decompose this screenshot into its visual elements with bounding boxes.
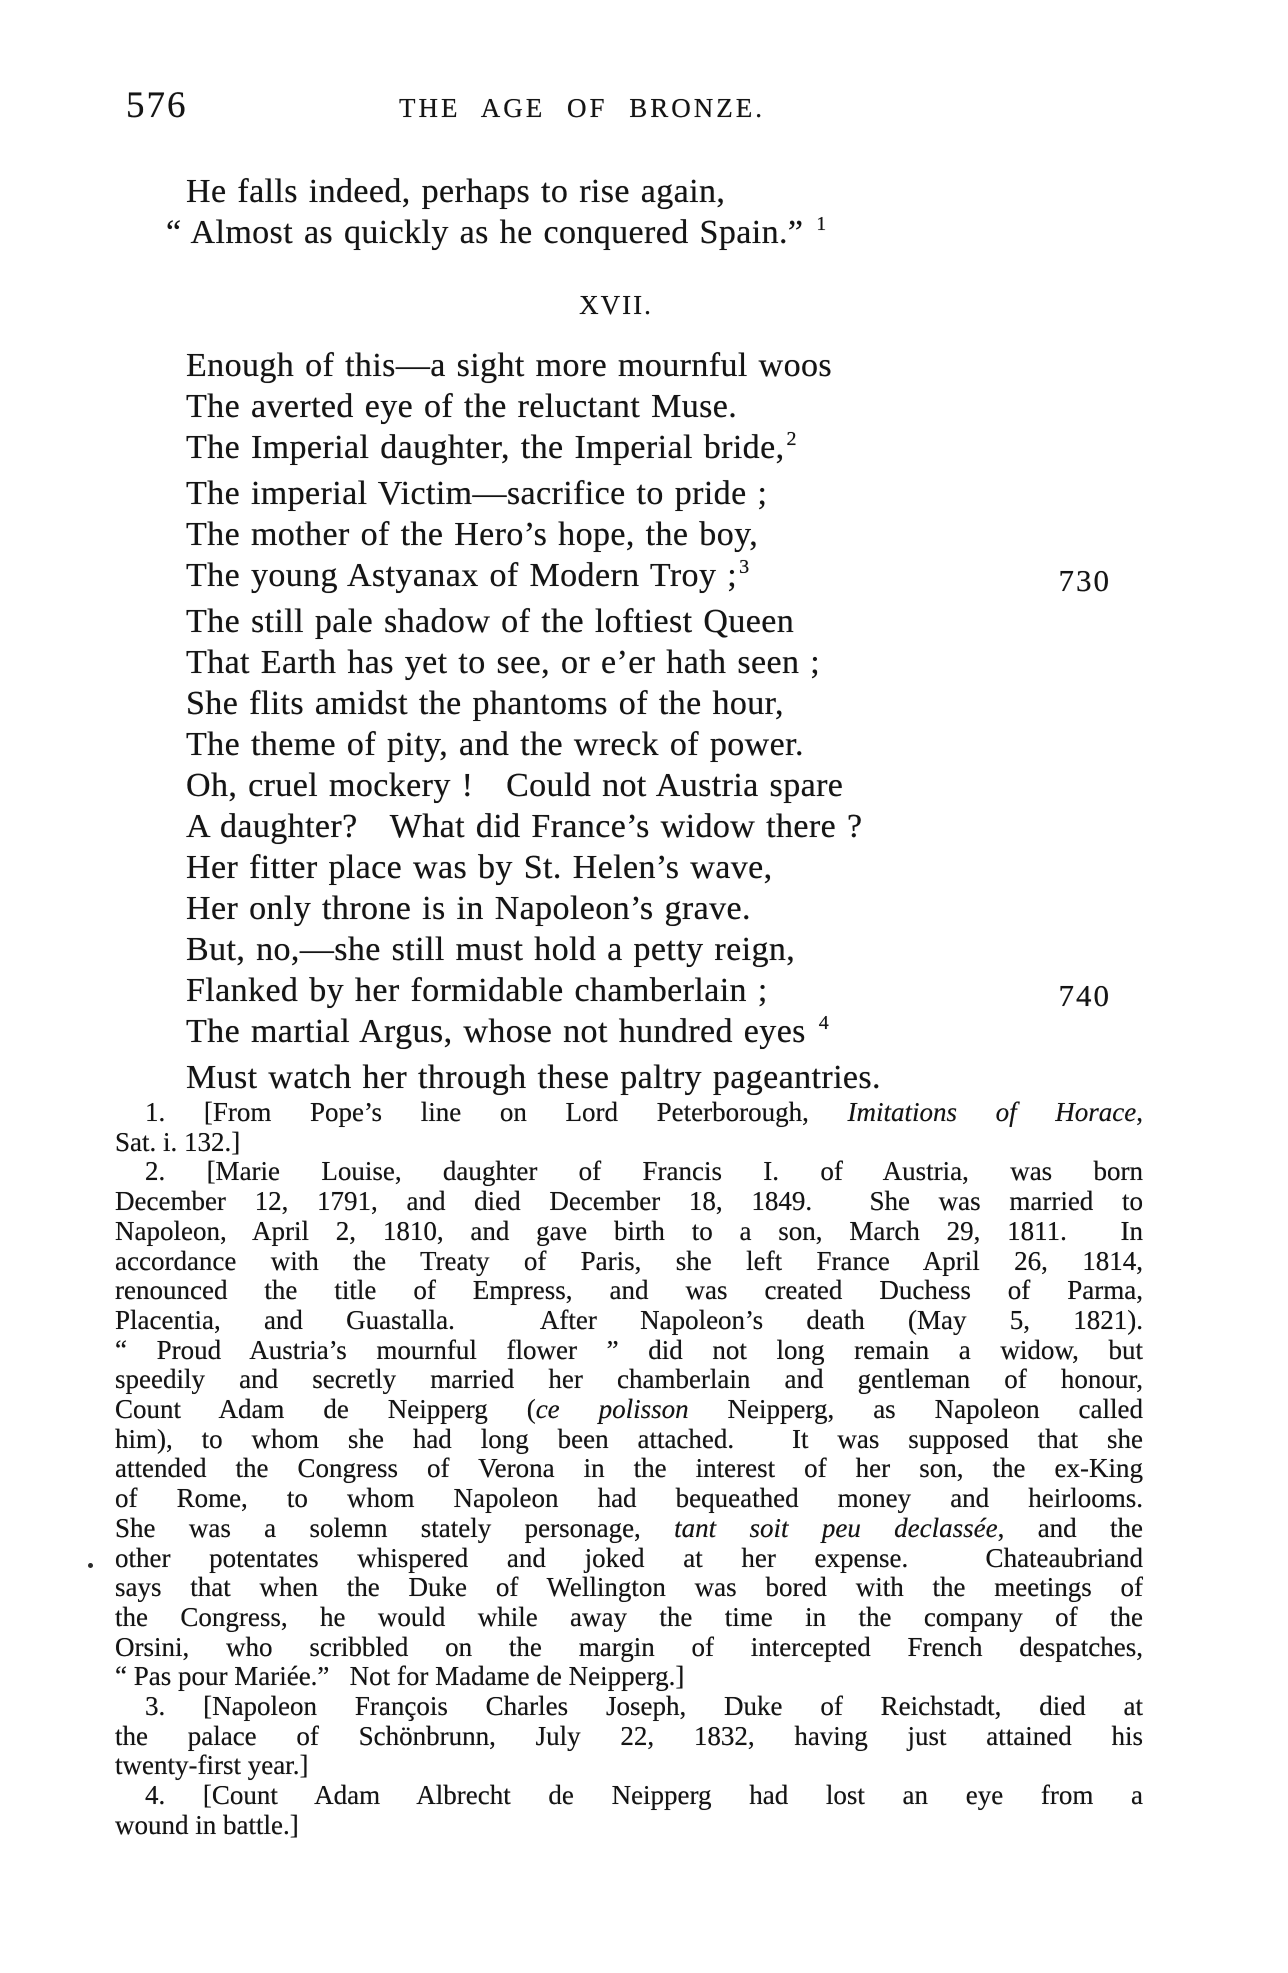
verse-line-number: 730 (1058, 563, 1111, 598)
footnote-line (115, 1395, 1143, 1425)
poem-line-text: Enough of this—a sight more mournful woos (186, 347, 833, 384)
footnote-text: , and the (997, 1512, 1143, 1543)
footnote-line (115, 1544, 1143, 1574)
footnote-line (115, 1247, 1143, 1277)
footnote-line (115, 1662, 1143, 1692)
poem-line (186, 345, 1111, 386)
poem-line (186, 171, 1111, 212)
footnote-line (115, 1365, 1143, 1395)
running-title: THE AGE OF BRONZE. (399, 93, 765, 123)
poem-line (186, 724, 1111, 765)
footnote-text: She was a solemn stately personage, (115, 1512, 675, 1543)
footnote-line (115, 1603, 1143, 1633)
footnote-line (115, 1306, 1143, 1336)
footnote-text: “ Pas pour Mariée.” Not for Madame de Neipperg.] (115, 1661, 685, 1692)
footnote-text: speedily and secretly married her chamberlain and gentleman of honour, (115, 1364, 1143, 1395)
poem-line-text: “ Almost as quickly as he conquered Spain.” (166, 214, 815, 251)
poem-line (186, 970, 1111, 1011)
footnote-line (115, 1157, 1143, 1187)
verse-line-number: 740 (1058, 978, 1111, 1013)
poem-line (186, 1011, 1111, 1057)
poem-stanza (186, 345, 1111, 1098)
poem-line (186, 601, 1111, 642)
footnote-text: twenty-first year.] (115, 1750, 309, 1781)
footnote-text: 2. [Marie Louise, daughter of Francis I. of Austria, was born (145, 1156, 1143, 1187)
poem-couplet (166, 171, 1111, 258)
poem-line-text: That Earth has yet to see, or e’er hath seen ; (186, 644, 821, 681)
footnote-text: Count Adam de Neipperg ( (115, 1394, 536, 1425)
footnote-text: the Congress, he would while away the time in the company of the (115, 1601, 1143, 1632)
poem-line-text: The theme of pity, and the wreck of power. (186, 726, 804, 763)
poem-line (186, 765, 1111, 806)
footnote-text: wound in battle.] (115, 1809, 299, 1840)
poem-line (186, 555, 1111, 601)
poem-line-text: Her only throne is in Napoleon’s grave. (186, 890, 751, 927)
footnote-text: the palace of Schönbrunn, July 22, 1832, having just attained his (115, 1720, 1143, 1751)
footnote-line (115, 1722, 1143, 1752)
poem-line-text: The averted eye of the reluctant Muse. (186, 388, 738, 425)
footnote-line (115, 1484, 1143, 1514)
footnote-line (115, 1217, 1143, 1247)
footnote-line (115, 1811, 1143, 1841)
poem-line-text: Must watch her through these paltry pageantries. (186, 1059, 881, 1096)
ink-speck (88, 1563, 93, 1568)
footnote-text: December 12, 1791, and died December 18, 1849. She was married to (115, 1186, 1143, 1217)
footnote-text: him), to whom she had long been attached. It was supposed that she (115, 1423, 1143, 1454)
footnote-text: Napoleon, April 2, 1810, and gave birth to a son, March 29, 1811. In (115, 1215, 1143, 1246)
footnote-text: Neipperg, as Napoleon called (688, 1394, 1143, 1425)
footnote-line (115, 1751, 1143, 1781)
poem-line (186, 1057, 1111, 1098)
footnote-text: other potentates whispered and joked at her expense. Chateaubriand (115, 1542, 1143, 1573)
footnote-line (115, 1781, 1143, 1811)
footnote-line (115, 1454, 1143, 1484)
footnote-reference: 3 (739, 556, 750, 578)
footnote-text: says that when the Duke of Wellington was bored with the meetings of (115, 1572, 1143, 1603)
footnote-line (115, 1425, 1143, 1455)
page-number: 576 (126, 85, 188, 126)
footnote-text: 4. [Count Adam Albrecht de Neipperg had lost an eye from a (145, 1780, 1143, 1811)
poem-line (166, 212, 1111, 258)
footnote-text: 3. [Napoleon François Charles Joseph, Duke of Reichstadt, died at (145, 1691, 1143, 1722)
poem-line (186, 806, 1111, 847)
footnote-line (115, 1692, 1143, 1722)
footnote-line (115, 1187, 1143, 1217)
poem-line-text: The imperial Victim—sacrifice to pride ; (186, 475, 768, 512)
footnote-text: “ Proud Austria’s mournful flower ” did not long remain a widow, but (115, 1334, 1143, 1365)
footnote-text: , (1136, 1097, 1143, 1127)
poem-line (186, 847, 1111, 888)
footnote-text: accordance with the Treaty of Paris, she left France April 26, 1814, (115, 1245, 1143, 1276)
poem-line-text: But, no,—she still must hold a petty reign, (186, 931, 796, 968)
footnote-line (115, 1573, 1143, 1603)
poem-line (186, 888, 1111, 929)
footnote-reference: 2 (786, 428, 797, 450)
footnote-text: renounced the title of Empress, and was created Duchess of Parma, (115, 1275, 1143, 1306)
footnotes-section (115, 1098, 1143, 1841)
italic-text: Imitations of Horace (847, 1097, 1137, 1127)
running-head (0, 84, 1288, 140)
poem-line-text: The still pale shadow of the loftiest Queen (186, 603, 795, 640)
poem-line-text: Oh, cruel mockery ! Could not Austria spare (186, 767, 844, 804)
footnote-text: Sat. i. 132.] (115, 1126, 241, 1157)
poem-line-text: He falls indeed, perhaps to rise again, (186, 173, 726, 210)
footnote-text: Orsini, who scribbled on the margin of intercepted French despatches, (115, 1631, 1143, 1662)
poem-line-text: The mother of the Hero’s hope, the boy, (186, 516, 759, 553)
section-heading: XVII. (579, 290, 653, 320)
footnote-text: of Rome, to whom Napoleon had bequeathed money and heirlooms. (115, 1483, 1143, 1514)
poem-line-text: The Imperial daughter, the Imperial bride, (186, 429, 785, 466)
poem-line (186, 514, 1111, 555)
poem-line-text: The young Astyanax of Modern Troy ; (186, 557, 738, 594)
poem-line (186, 683, 1111, 724)
poem-line (186, 642, 1111, 683)
poem-line (186, 473, 1111, 514)
poem-line-text: The martial Argus, whose not hundred eyes (186, 1013, 817, 1050)
poem-line-text: She flits amidst the phantoms of the hour, (186, 685, 784, 722)
footnote-text: 1. [From Pope’s line on Lord Peterborough, (145, 1097, 848, 1127)
footnote-text: Placentia, and Guastalla. After Napoleon’s death (May 5, 1821). (115, 1304, 1143, 1335)
footnote-line (115, 1128, 1143, 1158)
footnote-line (115, 1514, 1143, 1544)
italic-text: tant soit peu declassée (674, 1512, 998, 1543)
footnote-line (115, 1098, 1143, 1128)
footnote-reference: 1 (816, 213, 827, 235)
italic-text: ce polisson (535, 1394, 689, 1425)
poem-line (186, 929, 1111, 970)
poem-line-text: Flanked by her formidable chamberlain ; (186, 972, 768, 1009)
poem-line (186, 427, 1111, 473)
footnote-line (115, 1633, 1143, 1663)
poem-line-text: A daughter? What did France’s widow there ? (186, 808, 863, 845)
footnote-line (115, 1336, 1143, 1366)
footnote-line (115, 1276, 1143, 1306)
footnote-reference: 4 (818, 1012, 829, 1034)
footnote-text: attended the Congress of Verona in the interest of her son, the ex-King (115, 1453, 1143, 1484)
poem-line-text: Her fitter place was by St. Helen’s wave, (186, 849, 773, 886)
poem-line (186, 386, 1111, 427)
